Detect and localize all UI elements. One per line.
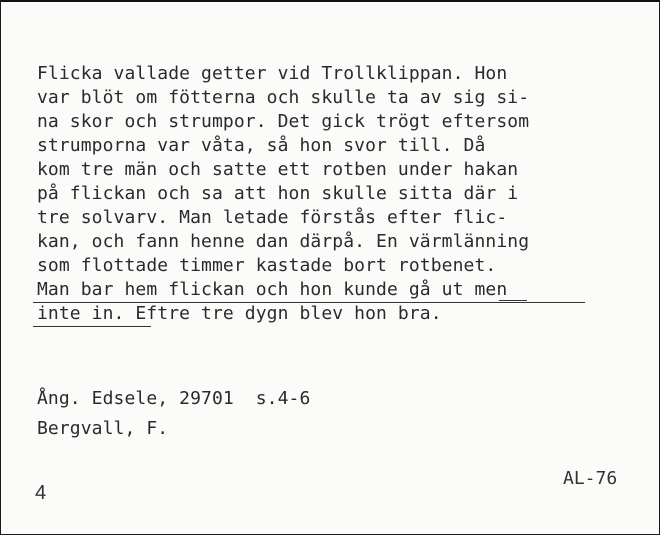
text-line: strumporna var våta, så hon svor till. Då — [37, 135, 486, 156]
source-info — [37, 384, 310, 444]
text-line: kom tre män och satte ett rotben under hakan — [37, 159, 519, 180]
underline-mark — [499, 300, 527, 301]
text-line: var blöt om fötterna och skulle ta av sig si- — [37, 87, 530, 108]
text-line: inte in. Eftre tre dygn blev hon bra. — [37, 303, 442, 324]
text-line: na skor och strumpor. Det gick trögt eftersom — [37, 111, 530, 132]
text-line: som flottade timmer kastade bort rotbenet. — [37, 255, 497, 276]
underline-mark — [33, 302, 585, 303]
page-number: 4 — [35, 482, 47, 504]
text-line: kan, och fann henne dan därpå. En värmlänning — [37, 231, 530, 252]
text-line: Flicka vallade getter vid Trollklippan. Hon — [37, 63, 508, 84]
text-line: Man bar hem flickan och hon kunde gå ut men — [37, 279, 508, 300]
archive-code: AL-76 — [563, 468, 618, 489]
story-text — [37, 62, 617, 326]
text-line: på flickan och sa att hon skulle sitta där i — [37, 183, 519, 204]
text-line: tre solvarv. Man letade förstås efter flic- — [37, 207, 508, 228]
place-line: Ång. Edsele, 29701 s.4-6 — [37, 388, 311, 409]
collector-line: Bergvall, F. — [37, 418, 169, 439]
underline-mark — [33, 326, 151, 327]
